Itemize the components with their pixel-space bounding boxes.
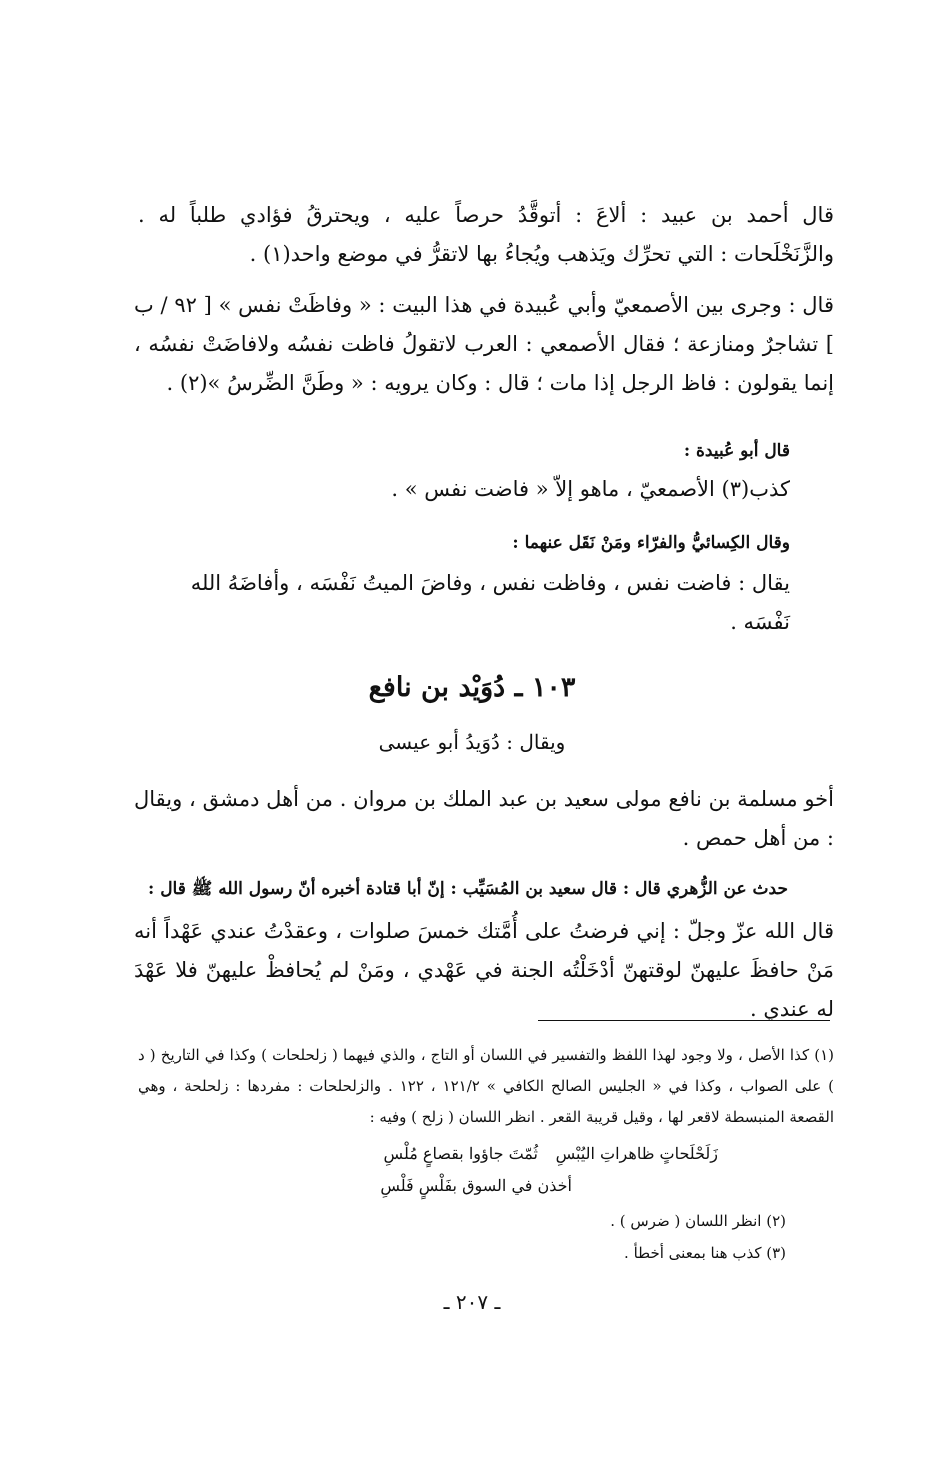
kisai-heading	[300, 526, 790, 560]
verse-hemistich-c: أخذن في السوق بفَلْسٍ فَلْسِ	[380, 1176, 572, 1195]
abu-ubayda-statement	[300, 470, 790, 509]
paragraph-asmai-dispute	[134, 286, 834, 403]
heading-text: قال أبو عُبيدة :	[683, 441, 790, 461]
footnote-text: (١) كذا الأصل ، ولا وجود لهذا اللفظ والتفسير في اللسان أو التاج ، والذي فيهما ( زلحلحات ) وكذا في التاريخ ( د ) على الصواب ، وكذا في « الجليس الصالح الكافي » ١٢١/٢ ، ١٢٢ . والزلحلحات : مفردها : زلحلحة ، وهي القصعة المنبسطة لاقعر لها ، وقيل قريبة القعر . انظر اللسان ( زلح ) وفيه :	[138, 1046, 834, 1126]
hadith-paragraph	[134, 912, 834, 1029]
footnote-3	[400, 1238, 786, 1269]
paragraph-text: قال : وجرى بين الأصمعيّ وأبي عُبيدة في هذا البيت : « وفاظَتْ نفس » [ ٩٢ / ب ] تشاجرٌ ومنازعة ؛ فقال الأصمعي : العرب لاتقولُ فاظت نفسُه ولافاضَتْ نفسُه ، إنما يقولون : فاظ الرجل إذا مات ؛ قال : وكان يرويه : « وطَنَّ الضِّرسُ »(٢) .	[134, 293, 834, 395]
paragraph-text: قال أحمد بن عبيد : ألاعَ : أتوقَّدُ حرصاً عليه ، ويحترقُ فؤادي طلباً له . والزَّنَخْلَحات : التي تحرِّك ويَذهب ويُجاءُ بها لاتقرُّ في موضع واحد(١) .	[138, 203, 834, 266]
entry-title: ١٠٣ ـ دُوَيْد بن نافع	[368, 672, 576, 703]
paragraph-text: قال الله عزّ وجلّ : إني فرضتُ على أُمَّتك خمسَ صلوات ، وعقدْتُ عندي عَهْداً أنه مَنْ حافظَ عليهنّ لوقتهنّ أدْخَلْتُه الجنة في عَهْدي ، ومَنْ لم يُحافظْ عليهنّ فلا عَهْدَ له عندي .	[134, 919, 834, 1021]
paragraph-text: أخو مسلمة بن نافع مولى سعيد بن عبد الملك بن مروان . من أهل دمشق ، ويقال : من أهل حمص .	[134, 787, 834, 850]
abu-ubayda-heading	[300, 434, 790, 468]
footnote-text: (٣) كذب هنا بمعنى أخطأ .	[624, 1244, 786, 1262]
paragraph-ahmad-bin-ubaid	[138, 196, 834, 274]
entry-subtitle: ويقال : دُوَيدُ أبو عيسى	[378, 730, 566, 754]
statement-text: كذب(٣) الأصمعيّ ، ماهو إلاّ « فاضت نفس » .	[391, 477, 790, 501]
footnote-2	[400, 1206, 786, 1237]
footnote-separator	[538, 1020, 830, 1021]
footnote-1	[138, 1040, 834, 1133]
isnad-line	[134, 872, 788, 906]
isnad-text: حدث عن الزُّهري قال : قال سعيد بن المُسَيِّب : إنّ أبا قتادة أخبره أنّ رسول الله ﷺ قال :	[148, 879, 788, 899]
statement-text: يقال : فاضت نفس ، وفاظت نفس ، وفاضَ الميتُ نَفْسَه ، وأفاضَهُ الله نَفْسَه .	[190, 571, 790, 634]
verse-hemistich-a: ثُمّتَ جاؤوا بقصاعٍ مُلْسِ	[383, 1144, 538, 1163]
kisai-statement	[190, 564, 790, 642]
biography-paragraph	[134, 780, 834, 858]
verse-hemistich-b: زَلَحْلَحاتٍ ظاهراتِ اليُبْسِ	[555, 1144, 718, 1163]
footnote-text: (٢) انظر اللسان ( ضرس ) .	[610, 1212, 786, 1230]
heading-text: وقال الكِسائيُّ والفرّاء ومَنْ نَقَل عنهما :	[512, 533, 790, 553]
page-number: ـ ٢٠٧ ـ	[443, 1290, 501, 1314]
